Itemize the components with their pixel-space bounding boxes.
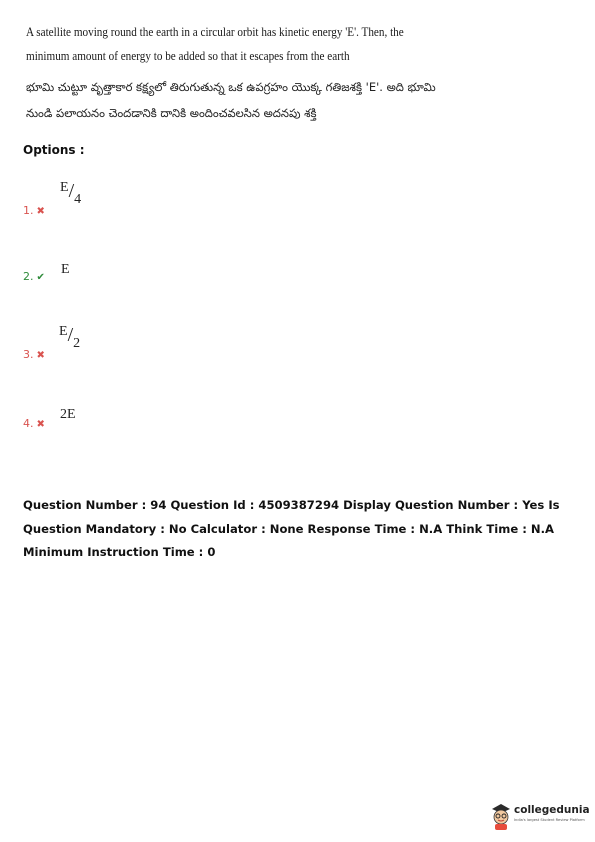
option-1-label: 1. xyxy=(23,204,34,217)
wrong-icon: ✖ xyxy=(36,350,45,361)
fraction-slash-icon: / xyxy=(68,180,75,202)
option-4-number xyxy=(23,417,45,430)
option-4-label: 4. xyxy=(23,417,34,430)
question-text-english: A satellite moving round the earth in a circular orbit has kinetic energy 'E'. Then, the minimum amount of energy to be added so that it escapes from the earth xyxy=(26,24,404,63)
collegedunia-logo[interactable] xyxy=(490,801,590,833)
option-1-value xyxy=(60,180,82,207)
option-2[interactable] xyxy=(23,260,143,290)
question-text-telugu xyxy=(26,74,546,126)
options-heading: Options : xyxy=(23,143,85,157)
option-1-denominator: 4 xyxy=(74,192,82,207)
option-3-number xyxy=(23,348,45,361)
option-3-numerator: E xyxy=(59,324,68,339)
fraction-slash-icon: / xyxy=(67,324,74,346)
option-2-value: E xyxy=(61,262,70,277)
option-3-value xyxy=(59,324,81,351)
wrong-icon: ✖ xyxy=(36,419,45,430)
option-4[interactable] xyxy=(23,405,143,435)
check-icon: ✔ xyxy=(36,272,45,283)
wrong-icon: ✖ xyxy=(36,206,45,217)
option-4-value: 2E xyxy=(60,407,76,422)
option-1-number xyxy=(23,204,45,217)
question-metadata: Question Number : 94 Question Id : 4509387294 Display Question Number : Yes Is Question Mandatory : No Calculator : None Response Time : N.A Think Time : N.A Minimum Instruction Time : 0 xyxy=(23,498,560,559)
option-3[interactable] xyxy=(23,324,143,364)
option-2-label: 2. xyxy=(23,270,34,283)
option-2-number xyxy=(23,270,45,283)
logo-name: collegedunia xyxy=(514,804,590,816)
question-telugu-line-1: భూమి చుట్టూ వృత్తాకార కక్ష్యలో తిరుగుతున్న ఒక ఉపగ్రహం యొక్క గతిజశక్తి 'E'. అది భూమి xyxy=(26,80,436,94)
option-3-label: 3. xyxy=(23,348,34,361)
option-3-denominator: 2 xyxy=(73,336,81,351)
logo-tagline: India's largest Student Review Platform xyxy=(514,818,585,822)
student-mascot-icon xyxy=(490,801,512,831)
question-telugu-line-2: నుండి పలాయనం చెందడానికి దానికి అందించవలసిన అదనపు శక్తి xyxy=(26,106,317,120)
option-1[interactable] xyxy=(23,180,143,220)
option-1-numerator: E xyxy=(60,180,69,195)
